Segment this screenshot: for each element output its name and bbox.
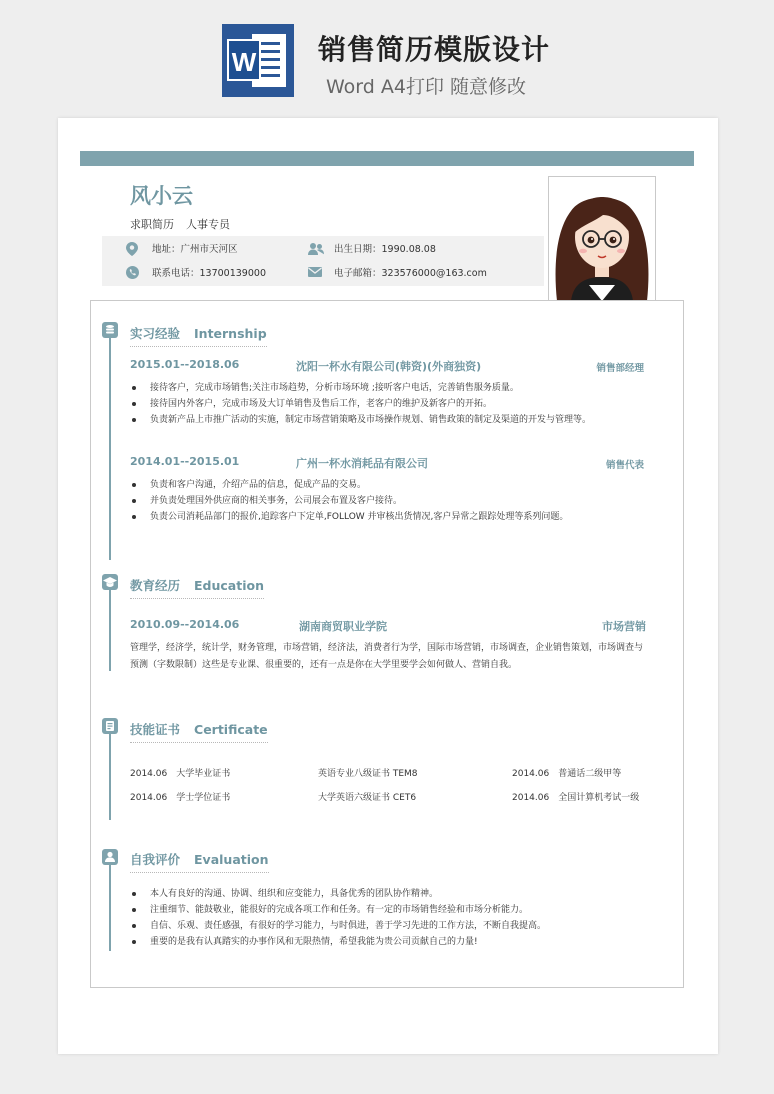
promo-banner [0, 0, 774, 110]
internship-section-title [130, 324, 267, 347]
word-logo-icon [222, 24, 294, 97]
certificate-item: 英语专业八级证书 TEM8 [318, 769, 418, 779]
education-timeline [109, 585, 111, 671]
job-2-role: 销售代表 [605, 460, 644, 471]
phone-text: 联系电话：13700139000 [152, 268, 266, 279]
internship-section-icon [102, 322, 118, 338]
header-accent-bar [80, 151, 694, 166]
section-title-cn: 技能证书 [130, 722, 181, 737]
avatar [549, 177, 655, 301]
people-icon [308, 242, 324, 256]
intention-label: 求职简历 [130, 218, 174, 231]
education-section-icon [102, 574, 118, 590]
email-text: 电子邮箱：323576000@163.com [334, 268, 487, 279]
job-2-company: 广州一杯水消耗品有限公司 [296, 457, 428, 470]
job-1-date: 2015.01--2018.06 [130, 358, 240, 371]
certificate-item: 2014.06 普通话二级甲等 [512, 769, 622, 779]
education-section-title [130, 576, 264, 599]
mail-icon [308, 266, 322, 278]
phone-icon [126, 266, 139, 279]
list-item: 负责和客户沟通，介绍产品的信息，促成产品的交易。 [130, 477, 568, 493]
contact-info-panel [102, 236, 544, 286]
user-icon [102, 849, 118, 865]
education-school: 湖南商贸职业学院 [299, 620, 387, 633]
banner-title: 销售简历模版设计 [318, 33, 551, 66]
word-logo-letter: W [231, 47, 257, 77]
section-title-en: Internship [194, 326, 267, 341]
candidate-name: 风小云 [130, 184, 193, 208]
list-item: 自信、乐观、责任感强，有很好的学习能力，与时俱进，善于学习先进的工作方法，不断自我提高。 [130, 918, 546, 934]
profile-photo-frame [548, 176, 656, 301]
evaluation-list [130, 886, 546, 950]
job-2-duties [130, 477, 568, 525]
section-title-en: Evaluation [194, 852, 269, 867]
list-item: 并负责处理国外供应商的相关事务，公司展会布置及客户接待。 [130, 493, 568, 509]
list-item: 重要的是我有认真踏实的办事作风和无限热情，希望我能为贵公司贡献自己的力量! [130, 934, 546, 950]
database-icon [102, 322, 118, 338]
address-text: 地址：广州市天河区 [152, 244, 238, 255]
certificate-item: 大学英语六级证书 CET6 [318, 793, 417, 803]
internship-timeline [109, 334, 111, 560]
certificate-section-title [130, 720, 268, 743]
resume-page [58, 118, 718, 1054]
list-item: 负责公司消耗品部门的报价,追踪客户下定单,FOLLOW 并审核出货情况,客户异常之跟踪处理等系列问题。 [130, 509, 568, 525]
job-intention [130, 216, 230, 232]
section-title-cn: 教育经历 [130, 578, 181, 593]
certificate-icon [102, 718, 118, 734]
education-major: 市场营销 [602, 620, 646, 633]
list-item: 本人有良好的沟通、协调、组织和应变能力，具备优秀的团队协作精神。 [130, 886, 546, 902]
list-item: 负责新产品上市推广活动的实施，制定市场营销策略及市场操作规划、销售政策的制定及渠道的开发与管理等。 [130, 412, 591, 428]
certificate-section-icon [102, 718, 118, 734]
certificate-timeline [109, 728, 111, 820]
education-date: 2010.09--2014.06 [130, 618, 240, 631]
graduation-cap-icon [102, 574, 118, 590]
job-2-date: 2014.01--2015.01 [130, 455, 240, 468]
job-1-company: 沈阳一杯水有限公司(韩资)(外商独资) [296, 360, 482, 373]
list-item: 注重细节、能鼓敬业，能很好的完成各项工作和任务。有一定的市场销售经验和市场分析能力。 [130, 902, 546, 918]
list-item: 接待客户，完成市场销售;关注市场趋势，分析市场环境 ;接听客户电话，完善销售服务质量。 [130, 380, 591, 396]
evaluation-section-title [130, 850, 269, 873]
location-pin-icon [126, 242, 138, 256]
education-description: 管理学，经济学，统计学，财务管理，市场营销，经济法，消费者行为学，国际市场营销，市场调查，企业销售策划，市场调查与预测（字数限制）这些是专业课、很重要的，还有一点是你在大学里要学会如何做人、营销自我。 [130, 643, 644, 670]
job-1-role: 销售部经理 [596, 363, 644, 374]
list-item: 接待国内外客户，完成市场及大订单销售及售后工作，老客户的维护及新客户的开拓。 [130, 396, 591, 412]
certificate-item: 2014.06 全国计算机考试一级 [512, 793, 640, 803]
evaluation-timeline [109, 859, 111, 951]
birth-text: 出生日期：1990.08.08 [334, 244, 436, 255]
section-title-en: Education [194, 578, 264, 593]
job-1-duties [130, 380, 591, 428]
section-title-en: Certificate [194, 722, 268, 737]
section-title-cn: 自我评价 [130, 852, 181, 867]
intention-value: 人事专员 [186, 218, 230, 231]
certificate-item: 2014.06 学士学位证书 [130, 793, 231, 803]
evaluation-section-icon [102, 849, 118, 865]
banner-subtitle: Word A4打印 随意修改 [326, 76, 527, 98]
section-title-cn: 实习经验 [130, 326, 181, 341]
certificate-item: 2014.06 大学毕业证书 [130, 769, 231, 779]
